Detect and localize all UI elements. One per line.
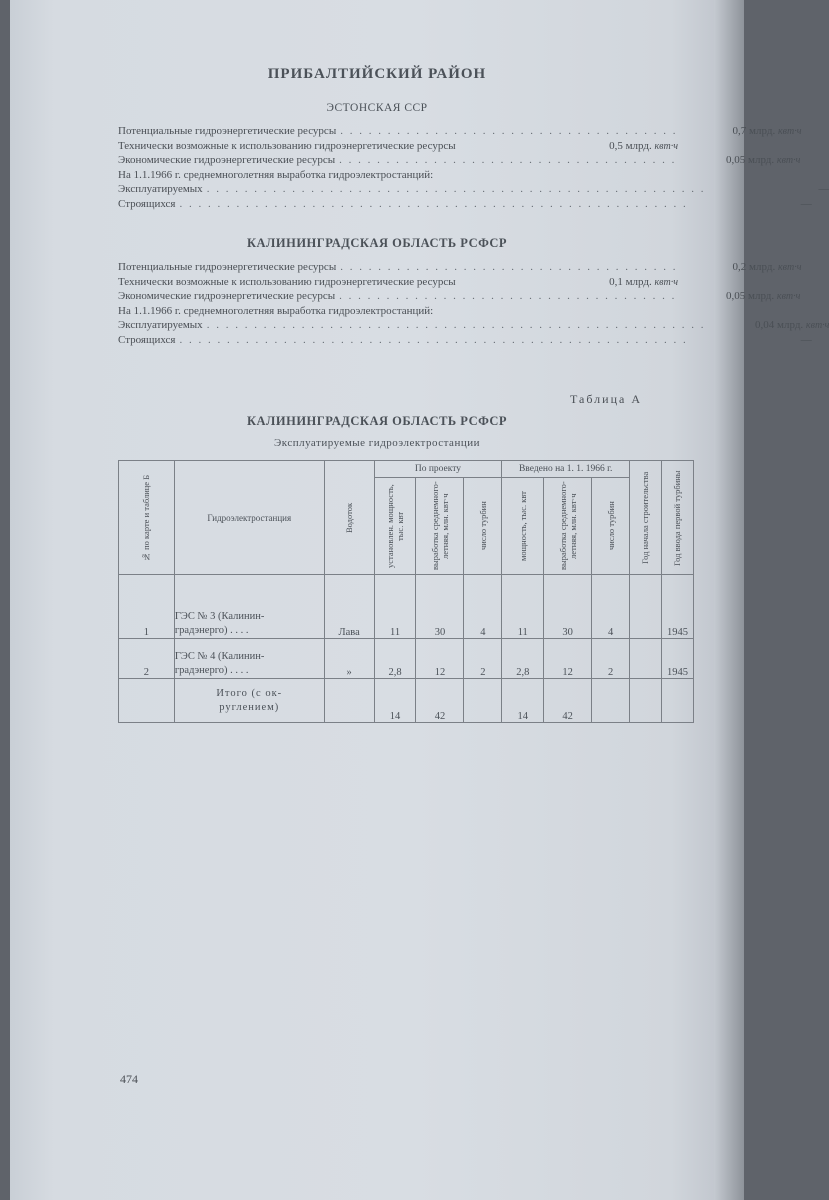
cell-value: 1945 <box>661 639 693 679</box>
cell-river: Лава <box>324 575 374 639</box>
cell-value: 12 <box>416 639 464 679</box>
cell-value: 30 <box>416 575 464 639</box>
header-output-2: выработка среднемного-летняя, млн. квт·ч <box>544 478 592 575</box>
header-first-turbine: Год ввода первой турбины <box>661 461 693 575</box>
cell-value: 2 <box>464 639 502 679</box>
resource-row: Технически возможные к использованию гидроэнергетические ресурсы 0,1 млрд. квт·ч <box>118 275 678 288</box>
table-subtitle: Эксплуатируемые гидроэлектростанции <box>273 437 480 449</box>
cell-value: 2,8 <box>502 639 544 679</box>
resource-row: Потенциальные гидроэнергетические ресурсы . . . . . . . . . . . . . . . . . . . . . . . . . . . . . . . . . . . . 0,7 млрд. квт·ч <box>118 125 802 137</box>
cell-no <box>119 679 175 723</box>
resource-row: На 1.1.1966 г. среднемноголетняя выработка гидроэлектростанций: <box>118 168 434 181</box>
table-title: КАЛИНИНГРАДСКАЯ ОБЛАСТЬ РСФСР <box>246 414 508 428</box>
kaliningrad-resource-list <box>118 260 829 347</box>
cell-value: 12 <box>544 639 592 679</box>
resource-row: Технически возможные к использованию гидроэнергетические ресурсы 0,5 млрд. квт·ч <box>118 139 678 152</box>
cell-total-label: Итого (с ок- руглением) <box>174 679 324 723</box>
cell-value <box>661 679 693 723</box>
cell-value: 14 <box>502 679 544 723</box>
book-page <box>10 0 829 1200</box>
cell-value: 2,8 <box>374 639 416 679</box>
cell-value: 30 <box>544 575 592 639</box>
header-river: Водоток <box>324 461 374 575</box>
table-row <box>119 639 694 679</box>
resource-row: Экономические гидроэнергетические ресурсы . . . . . . . . . . . . . . . . . . . . . . . . . . . . . . . . . . . . 0,05 млрд. квт·ч <box>118 154 801 166</box>
cell-value: 42 <box>544 679 592 723</box>
header-group-introduced: Введено на 1. 1. 1966 г. <box>502 461 630 478</box>
page-number: 474 <box>120 1072 138 1086</box>
resource-row: Строящихся . . . . . . . . . . . . . . . . . . . . . . . . . . . . . . . . . . . . . . . . . . . . . . . . . . . . . . — <box>118 333 812 346</box>
header-no: № по карте и таблице Б <box>119 461 175 575</box>
resource-row: Эксплуатируемых . . . . . . . . . . . . . . . . . . . . . . . . . . . . . . . . . . . . . . . . . . . . . . . . . . . . . — <box>118 183 829 195</box>
stations-table <box>118 460 694 723</box>
book-spine <box>714 0 744 1200</box>
header-output: выработка среднемного-летняя, млн. квт·ч <box>416 478 464 575</box>
header-power-2: мощность, тыс. квт <box>502 478 544 575</box>
cell-value: 14 <box>374 679 416 723</box>
cell-value: 1945 <box>661 575 693 639</box>
resource-row: Потенциальные гидроэнергетические ресурсы . . . . . . . . . . . . . . . . . . . . . . . . . . . . . . . . . . . . 0,2 млрд. квт·ч <box>118 261 802 273</box>
table-label: Таблица А <box>570 392 642 406</box>
estonia-resource-list <box>118 124 829 211</box>
cell-value: 11 <box>502 575 544 639</box>
section-heading: ПРИБАЛТИЙСКИЙ РАЙОН <box>267 66 487 82</box>
header-start-year: Год начала строительства <box>630 461 662 575</box>
cell-no: 2 <box>119 639 175 679</box>
header-station: Гидроэлектростанция <box>174 461 324 575</box>
header-row <box>119 461 694 478</box>
header-turbines-2: число турбин <box>592 478 630 575</box>
total-row <box>119 679 694 723</box>
estonia-title: ЭСТОНСКАЯ ССР <box>326 102 428 114</box>
cell-river <box>324 679 374 723</box>
resource-row: Экономические гидроэнергетические ресурсы . . . . . . . . . . . . . . . . . . . . . . . . . . . . . . . . . . . . 0,05 млрд. квт·ч <box>118 290 801 302</box>
cell-river: » <box>324 639 374 679</box>
resource-row: Строящихся . . . . . . . . . . . . . . . . . . . . . . . . . . . . . . . . . . . . . . . . . . . . . . . . . . . . . . — <box>118 197 812 210</box>
header-turbines: число турбин <box>464 478 502 575</box>
cell-station: ГЭС № 4 (Калинин- градэнерго) . . . . <box>174 639 324 679</box>
header-group-project: По проекту <box>374 461 502 478</box>
header-power: установлен. мощность, тыс. квт <box>374 478 416 575</box>
cell-value: 11 <box>374 575 416 639</box>
cell-value <box>630 679 662 723</box>
cell-value: 4 <box>592 575 630 639</box>
cell-value <box>592 679 630 723</box>
cell-station: ГЭС № 3 (Калинин- градэнерго) . . . . <box>174 575 324 639</box>
cell-value <box>630 639 662 679</box>
cell-value: 2 <box>592 639 630 679</box>
cell-value <box>464 679 502 723</box>
cell-value <box>630 575 662 639</box>
resource-row: На 1.1.1966 г. среднемноголетняя выработка гидроэлектростанций: <box>118 304 434 317</box>
kaliningrad-title: КАЛИНИНГРАДСКАЯ ОБЛАСТЬ РСФСР <box>246 236 508 250</box>
cell-no: 1 <box>119 575 175 639</box>
cell-value: 4 <box>464 575 502 639</box>
table-row <box>119 575 694 639</box>
cell-value: 42 <box>416 679 464 723</box>
resource-row: Эксплуатируемых . . . . . . . . . . . . . . . . . . . . . . . . . . . . . . . . . . . . . . . . . . . . . . . . . . . . . 0,04 млрд. квт·ч <box>118 319 829 331</box>
